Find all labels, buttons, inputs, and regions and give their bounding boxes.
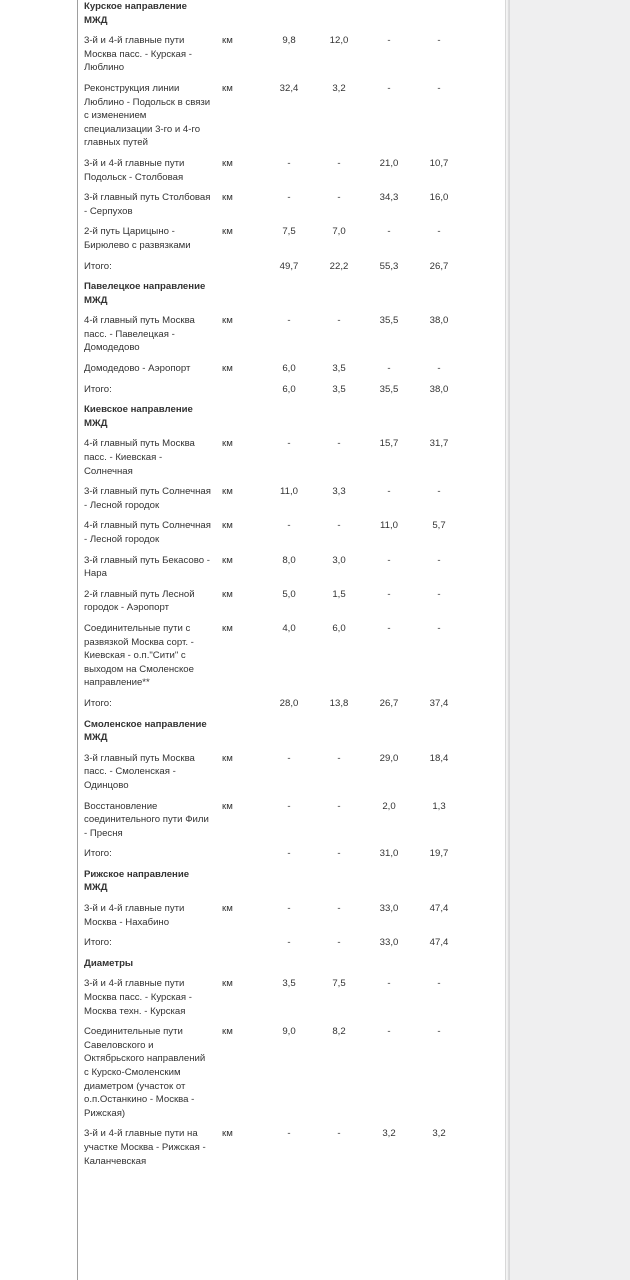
row-value: 8,2: [332, 1026, 346, 1038]
section-header-row: [78, 403, 464, 437]
row-value: 38,0: [429, 315, 449, 327]
row-value: -: [387, 978, 391, 990]
row-unit: км: [222, 192, 233, 204]
row-value: -: [387, 1026, 391, 1038]
table-container: [77, 0, 506, 1280]
row-unit: км: [222, 622, 233, 634]
total-value: 38,0: [429, 383, 449, 395]
total-label: Итого:: [84, 848, 112, 860]
row-name: 3-й и 4-й главные пути Москва - Нахабино: [84, 903, 185, 928]
row-name: 3-й главный путь Москва пасс. - Смоленская - Одинцово: [84, 752, 195, 791]
row-name: Соединительные пути с развязкой Москва сорт. - Киевская - о.п."Сити" с выходом на Смоленское направление**: [84, 622, 194, 689]
total-unit-empty: [212, 847, 264, 868]
row-unit: км: [222, 35, 233, 47]
table-row: [78, 437, 464, 485]
row-value: 11,0: [380, 520, 398, 532]
total-value: -: [337, 848, 341, 860]
table-row: [78, 622, 464, 697]
row-name: 3-й главный путь Бекасово - Нара: [84, 554, 210, 580]
row-name: Соединительные пути Савеловского и Октябрьского направлений с Курско-Смоленским диаметром (участок от о.п.Останкино - Москва - Рижская): [84, 1026, 206, 1119]
row-value: 7,0: [332, 226, 346, 238]
row-value: 3,5: [332, 363, 346, 375]
total-unit-empty: [212, 697, 264, 718]
row-value: -: [287, 315, 291, 327]
row-value: -: [437, 1026, 441, 1038]
row-name: 2-й главный путь Лесной городок - Аэропорт: [84, 588, 195, 614]
row-name: Реконструкция линии Люблино - Подольск в связи с изменением специализации 3-го и 4-го главных путей: [84, 82, 211, 149]
table-row: [78, 225, 464, 259]
table-row: [78, 314, 464, 362]
total-unit-empty: [212, 936, 264, 957]
total-value: 49,7: [279, 260, 299, 272]
total-label: Итого:: [84, 697, 112, 709]
row-value: -: [437, 486, 441, 498]
table-row: [78, 191, 464, 225]
row-value: 15,7: [379, 438, 399, 450]
section-header-row: [78, 280, 464, 314]
row-value: 2,0: [382, 800, 396, 812]
row-unit: км: [222, 800, 233, 812]
row-value: 3,5: [282, 978, 296, 990]
row-value: 3,3: [332, 486, 346, 498]
table-row: [78, 1025, 464, 1127]
row-value: -: [437, 35, 441, 47]
table-row: [78, 902, 464, 936]
table-row: [78, 588, 464, 622]
row-value: -: [337, 800, 341, 812]
row-unit: км: [222, 486, 233, 498]
row-value: 3,2: [332, 82, 346, 94]
section-header-spacer: [212, 0, 464, 34]
row-value: -: [387, 622, 391, 634]
section-header-row: [78, 868, 464, 902]
total-value: 13,8: [329, 697, 349, 709]
row-value: -: [287, 1128, 291, 1140]
row-value: 12,0: [329, 35, 349, 47]
total-value: 55,3: [379, 260, 399, 272]
row-value: 18,4: [429, 752, 449, 764]
row-value: 6,0: [332, 622, 346, 634]
row-value: -: [287, 752, 291, 764]
total-label: Итого:: [84, 260, 112, 272]
section-title: Рижское направление МЖД: [84, 868, 190, 894]
row-value: 47,4: [429, 903, 449, 915]
row-unit: км: [222, 520, 233, 532]
row-name: 4-й главный путь Москва пасс. - Киевская - Солнечная: [84, 438, 195, 477]
row-unit: км: [222, 978, 233, 990]
row-value: -: [387, 35, 391, 47]
section-header-spacer: [212, 957, 464, 978]
row-unit: км: [222, 226, 233, 238]
row-unit: км: [222, 903, 233, 915]
row-value: 1,3: [432, 800, 446, 812]
section-header-row: [78, 0, 464, 34]
row-name: 2-й путь Царицыно - Бирюлево с развязками: [84, 226, 191, 251]
total-row: [78, 697, 464, 718]
total-value: 3,5: [332, 383, 346, 395]
section-header-spacer: [212, 280, 464, 314]
table-row: [78, 800, 464, 848]
table-row: [78, 485, 464, 519]
row-value: -: [437, 622, 441, 634]
row-value: 32,4: [279, 82, 299, 94]
row-value: 35,5: [379, 315, 399, 327]
table-row: [78, 362, 464, 383]
row-value: 8,0: [282, 554, 296, 566]
section-title: Киевское направление МЖД: [84, 404, 193, 429]
total-value: 35,5: [379, 383, 399, 395]
row-value: -: [287, 800, 291, 812]
row-value: -: [387, 363, 391, 375]
total-unit-empty: [212, 383, 264, 404]
row-unit: км: [222, 315, 233, 327]
row-value: 7,5: [332, 978, 346, 990]
row-value: -: [387, 226, 391, 238]
row-value: -: [387, 486, 391, 498]
total-value: 31,0: [379, 848, 399, 860]
row-value: 3,2: [432, 1128, 446, 1140]
total-row: [78, 260, 464, 281]
row-name: 3-й главный путь Солнечная - Лесной городок: [84, 486, 211, 511]
row-value: -: [437, 554, 441, 566]
total-value: 26,7: [429, 260, 449, 272]
row-value: 1,5: [332, 588, 346, 600]
row-value: 21,0: [379, 157, 399, 169]
row-value: -: [437, 363, 441, 375]
table-row: [78, 34, 464, 82]
row-value: 3,0: [332, 554, 346, 566]
section-title: Курское направление МЖД: [84, 1, 188, 26]
row-value: 9,8: [282, 35, 296, 47]
total-value: 22,2: [329, 260, 349, 272]
row-unit: км: [222, 1026, 233, 1038]
section-header-row: [78, 718, 464, 752]
row-unit: км: [222, 752, 233, 764]
total-label: Итого:: [84, 937, 112, 949]
row-value: 5,0: [282, 588, 296, 600]
total-row: [78, 383, 464, 404]
row-value: -: [337, 192, 341, 204]
row-value: -: [337, 157, 341, 169]
total-value: 6,0: [282, 383, 296, 395]
row-value: -: [287, 438, 291, 450]
page-margin-background: [508, 0, 630, 1280]
section-header-spacer: [212, 403, 464, 437]
row-value: 5,7: [432, 520, 446, 532]
row-value: -: [287, 192, 291, 204]
row-name: 4-й главный путь Солнечная - Лесной городок: [84, 520, 211, 545]
row-value: 11,0: [280, 486, 298, 498]
row-value: -: [337, 752, 341, 764]
table-row: [78, 157, 464, 191]
row-name: 3-й и 4-й главные пути Подольск - Столбовая: [84, 157, 185, 183]
table-row: [78, 977, 464, 1025]
row-name: 4-й главный путь Москва пасс. - Павелецкая - Домодедово: [84, 315, 195, 354]
row-unit: км: [222, 554, 233, 566]
row-unit: км: [222, 157, 233, 169]
section-header-row: [78, 957, 464, 978]
row-value: -: [387, 588, 391, 600]
row-unit: км: [222, 1128, 233, 1140]
row-unit: км: [222, 438, 233, 450]
row-name: Домодедово - Аэропорт: [84, 363, 191, 375]
total-value: 19,7: [429, 848, 449, 860]
row-value: -: [287, 903, 291, 915]
total-label: Итого:: [84, 383, 112, 395]
row-unit: км: [222, 363, 233, 375]
railway-table: [78, 0, 464, 1175]
row-name: Восстановление соединительного пути Фили - Пресня: [84, 800, 209, 839]
total-value: -: [287, 848, 291, 860]
row-value: 16,0: [429, 192, 449, 204]
table-row: [78, 82, 464, 157]
row-unit: км: [222, 588, 233, 600]
total-row: [78, 847, 464, 868]
row-value: -: [287, 157, 291, 169]
section-title: Павелецкое направление МЖД: [84, 281, 206, 306]
row-value: -: [437, 226, 441, 238]
row-value: -: [437, 588, 441, 600]
row-value: 9,0: [282, 1026, 296, 1038]
row-value: 10,7: [429, 157, 449, 169]
row-value: 33,0: [379, 903, 399, 915]
total-value: -: [287, 937, 291, 949]
row-value: -: [387, 554, 391, 566]
total-value: 28,0: [279, 697, 299, 709]
table-row: [78, 519, 464, 553]
section-title: Диаметры: [84, 957, 134, 969]
total-value: 26,7: [379, 697, 399, 709]
row-value: -: [387, 82, 391, 94]
row-value: -: [337, 520, 341, 532]
row-value: -: [337, 1128, 341, 1140]
row-value: 29,0: [379, 752, 399, 764]
row-value: -: [437, 82, 441, 94]
total-row: [78, 936, 464, 957]
row-value: -: [337, 438, 341, 450]
total-value: 47,4: [429, 937, 449, 949]
row-value: 3,2: [382, 1128, 396, 1140]
row-value: -: [337, 903, 341, 915]
row-value: 7,5: [282, 226, 296, 238]
row-value: -: [337, 315, 341, 327]
row-unit: км: [222, 82, 233, 94]
row-value: 34,3: [379, 192, 399, 204]
table-row: [78, 554, 464, 588]
row-name: 3-й и 4-й главные пути на участке Москва - Рижская - Каланчевская: [84, 1128, 206, 1167]
table-row: [78, 752, 464, 800]
row-value: 4,0: [282, 622, 296, 634]
section-title: Смоленское направление МЖД: [84, 718, 207, 744]
total-unit-empty: [212, 260, 264, 281]
row-value: -: [437, 978, 441, 990]
table-row: [78, 1127, 464, 1175]
total-value: 37,4: [429, 697, 449, 709]
row-name: 3-й и 4-й главные пути Москва пасс. - Курская - Москва техн. - Курская: [84, 978, 192, 1017]
total-value: -: [337, 937, 341, 949]
section-header-spacer: [212, 718, 464, 752]
table-body: [78, 0, 464, 1175]
total-value: 33,0: [379, 937, 399, 949]
row-value: 6,0: [282, 363, 296, 375]
row-name: 3-й и 4-й главные пути Москва пасс. - Курская - Люблино: [84, 35, 192, 74]
row-name: 3-й главный путь Столбовая - Серпухов: [84, 192, 211, 217]
row-value: -: [287, 520, 291, 532]
row-value: 31,7: [429, 438, 449, 450]
section-header-spacer: [212, 868, 464, 902]
